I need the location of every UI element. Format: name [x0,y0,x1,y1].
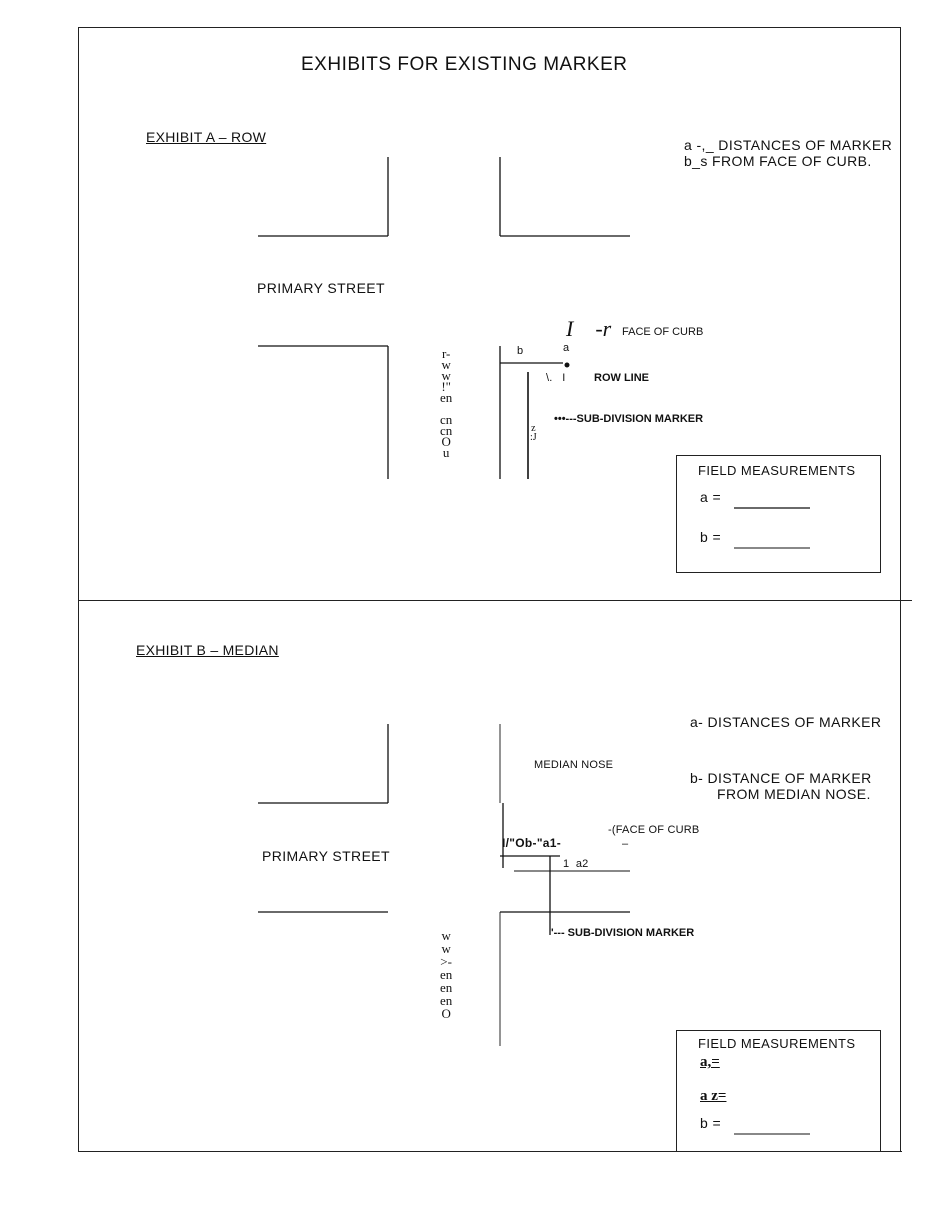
exhibit-b-median-marker-label: I/"Ob-"a1- [502,836,562,850]
a-marker-dot [565,363,570,368]
exhibit-b-face-dash: – [622,838,629,850]
exhibit-b-note-b-line1: b- DISTANCE OF MARKER [690,770,872,786]
exhibit-a-field-a-label: a = [700,489,722,505]
exhibit-a-field-b-label: b = [700,529,722,545]
exhibit-a-street-label: PRIMARY STREET [257,280,385,296]
page-title: EXHIBITS FOR EXISTING MARKER [301,54,628,75]
exhibit-b-heading: EXHIBIT B – MEDIAN [136,642,279,658]
exhibit-a-small-vertical-text: z :J [530,423,537,443]
exhibit-b-field-measurements-title: FIELD MEASUREMENTS [698,1036,856,1051]
exhibit-b-subdivision-marker-label: '--- SUB-DIVISION MARKER [551,927,695,939]
exhibit-a-face-of-curb-label: FACE OF CURB [622,326,704,338]
exhibit-a-dimension-b-label: b [517,345,524,357]
exhibit-b-field-a2-label: a z= [700,1088,727,1104]
exhibit-b-street-label: PRIMARY STREET [262,848,390,864]
exhibit-a-dimension-a-label: a [563,342,570,354]
exhibit-b-field-measurements-box [676,1030,881,1152]
exhibit-a-row-line-label: ROW LINE [594,372,649,384]
exhibit-b-face-of-curb-label: -(FACE OF CURB [608,824,700,836]
exhibit-b-side-street-label: w w >- en en en O [440,928,453,1021]
exhibit-a-heading: EXHIBIT A – ROW [146,129,267,145]
exhibit-a-row-mark: \. I [546,372,566,384]
exhibit-a-note-line2: b_s FROM FACE OF CURB. [684,153,872,169]
exhibit-b-field-a1-label: a,= [700,1054,720,1070]
exhibit-b-dimension-a2-label: 1 a2 [563,858,589,870]
exhibit-b-note-b-line2: FROM MEDIAN NOSE. [717,786,871,802]
exhibit-a-side-street-label: r- w w !" en cn cn O u [440,346,453,460]
exhibit-b-median-nose-label: MEDIAN NOSE [534,759,614,771]
exhibit-a-face-of-curb-marker: I -r [566,316,612,341]
exhibit-a-field-measurements-box [676,455,881,573]
exhibit-b-field-b-label: b = [700,1115,722,1131]
exhibit-b-note-a: a- DISTANCES OF MARKER [690,714,882,730]
exhibit-a-subdivision-marker-label: •••---SUB-DIVISION MARKER [554,413,704,425]
exhibit-a-note-line1: a -,_ DISTANCES OF MARKER [684,137,893,153]
exhibit-a-field-measurements-title: FIELD MEASUREMENTS [698,463,856,478]
